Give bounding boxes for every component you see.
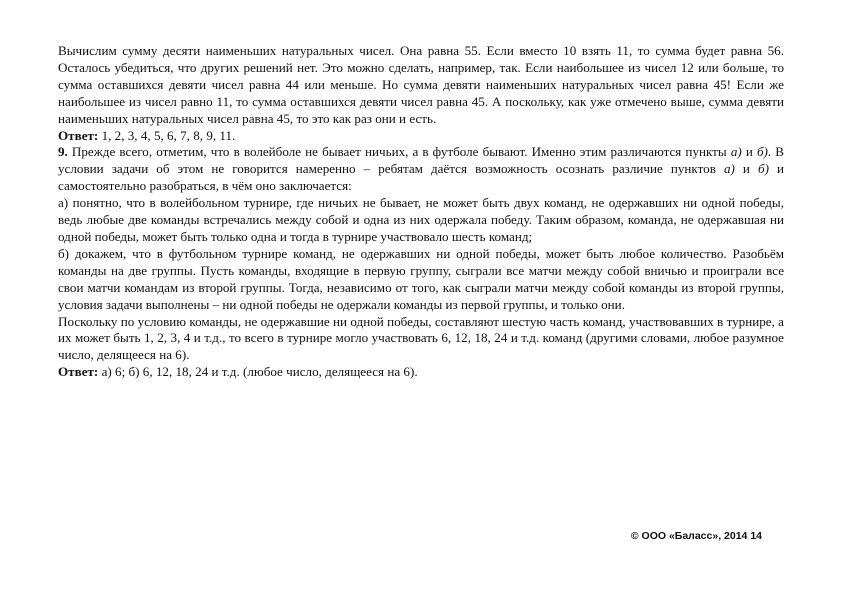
paragraph-item-b: б) докажем, что в футбольном турнире команд, не одержавших ни одной победы, может быть любое количество. Разобьём команды на две группы. Пусть команды, входящие в первую группу, сыграли все матчи между собой вничью и проиграли все свои матчи командам из второй группы. Тогда, независимо от того, как сыграли матчи между собой команды из второй группы, условия задачи выполнены – ни одной победы не одержали команды из первой группы, и только они. <box>58 245 784 312</box>
paragraph-sum-solution: Вычислим сумму десяти наименьших натуральных чисел. Она равна 55. Если вместо 10 взять 11, то сумма будет равна 56. Осталось убедиться, что других решений нет. Это можно сделать, например, так. Если наибольшее из чисел 12 или больше, то сумма оставшихся девяти чисел равна 44 или меньше. Но сумма девяти наименьших натуральных чисел равна 45! Если же наибольшее из чисел равно 11, то сумма оставшихся девяти чисел равна 45. А поскольку, как уже отмечено выше, сумма девяти наименьших натуральных чисел равна 45, то это как раз они и есть. <box>58 43 784 126</box>
answer-text: 1, 2, 3, 4, 5, 6, 7, 8, 9, 11. <box>98 127 236 143</box>
task-9-text: и <box>741 144 757 160</box>
answer-label: Ответ: <box>58 127 99 143</box>
answer-9 <box>58 364 784 381</box>
page-footer: © ООО «Баласс», 2014 14 <box>630 530 762 542</box>
item-b-ref: б) <box>757 161 769 177</box>
task-9-intro <box>58 144 784 195</box>
task-9-text: и <box>734 161 758 177</box>
item-a-ref: а) <box>723 161 735 177</box>
item-a-ref: а) <box>730 144 742 160</box>
task-9-text: Прежде всего, отметим, что в волейболе не бывает ничьих, а в футболе бывают. Именно этим различаются пункты <box>67 144 731 160</box>
task-9-text: и самостоятельно разобраться, в чём оно заключается: <box>58 161 784 194</box>
answer-label: Ответ: <box>58 364 99 380</box>
task-number: 9. <box>58 144 68 160</box>
paragraph-item-a: а) понятно, что в волейбольном турнире, где ничьих не бывает, не может быть двух команд, не одержавших ни одной победы, ведь любые две команды встречались между собой и одна из них одержала победу. Таким образом, команда, не одержавшая ни одной победы, может быть только одна и тогда в турнире участвовало шесть команд; <box>58 195 784 244</box>
item-b-ref: б) <box>756 144 768 160</box>
task-9-text: . В условии задачи об этом не говорится намеренно – ребятам даётся возможность осознать различие пунктов <box>58 144 785 177</box>
answer-8 <box>58 128 784 145</box>
document-body <box>58 43 784 381</box>
answer-text: а) 6; б) 6, 12, 18, 24 и т.д. (любое число, делящееся на 6). <box>98 364 418 380</box>
paragraph-conclusion: Поскольку по условию команды, не одержавшие ни одной победы, составляют шестую часть команд, участвовавших в турнире, а их может быть 1, 2, 3, 4 и т.д., то всего в турнире могло участвовать 6, 12, 18, 24 и т.д. команд (другими словами, любое разумное число, делящееся на 6). <box>58 313 784 363</box>
